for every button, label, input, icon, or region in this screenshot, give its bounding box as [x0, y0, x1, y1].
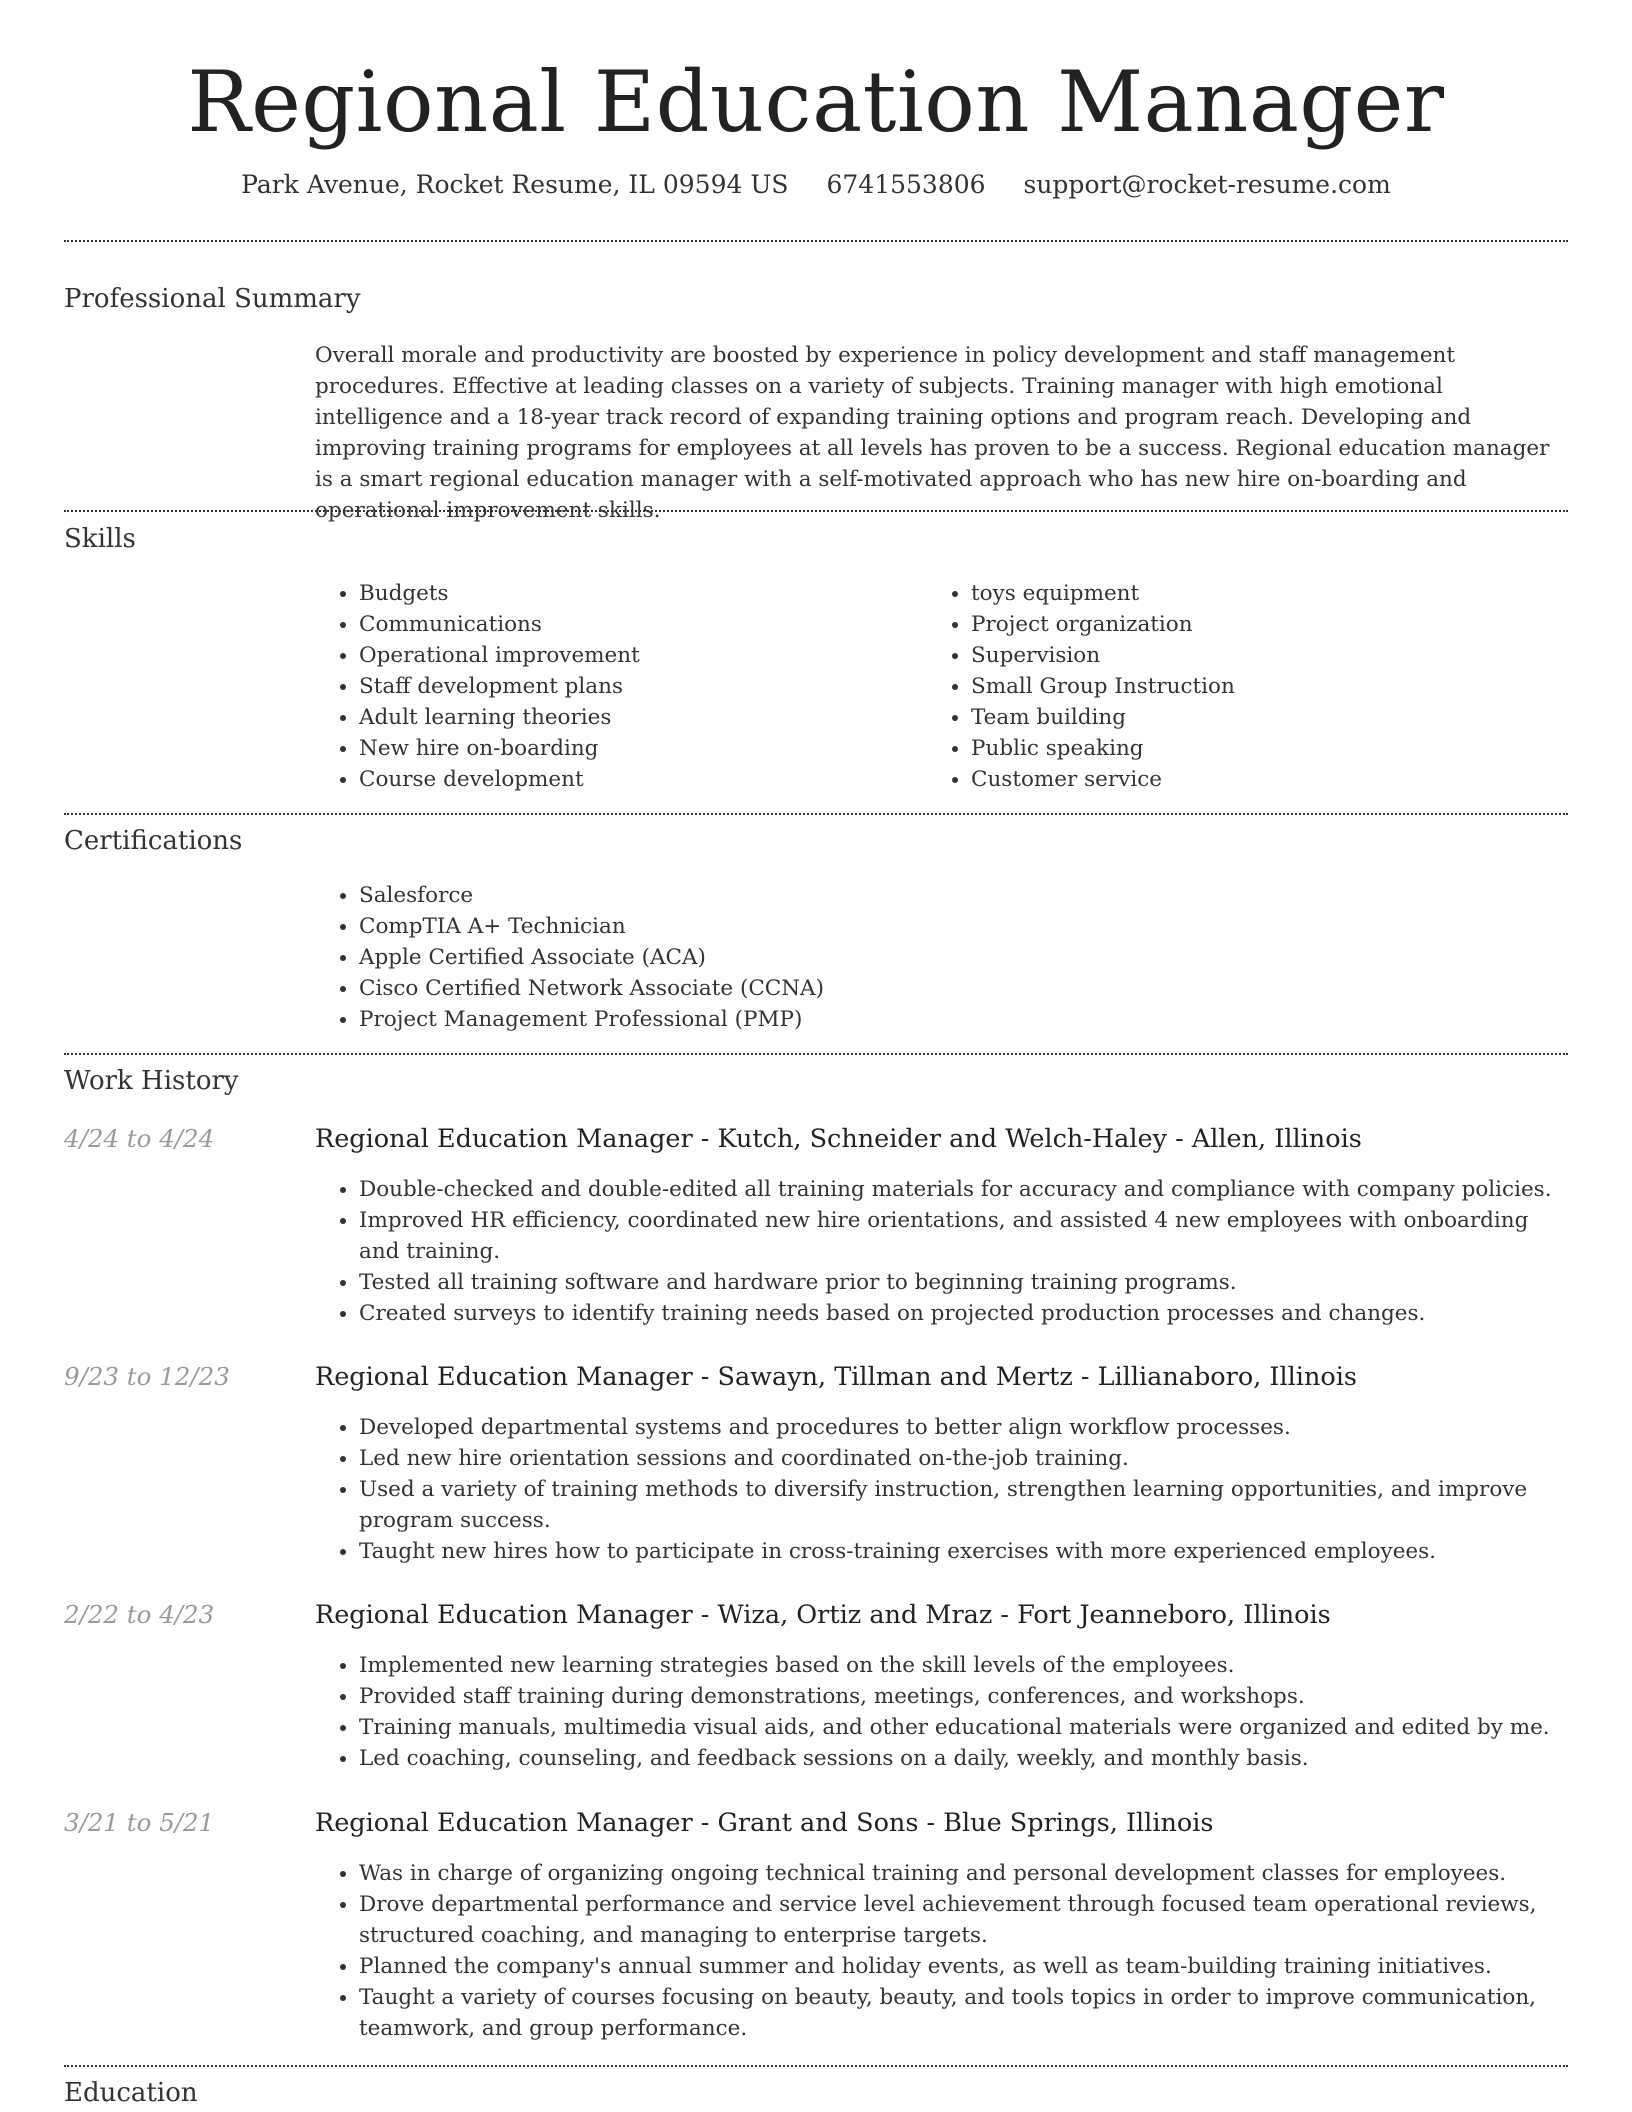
- skill-item: • Communications: [359, 609, 919, 640]
- skill-item: • Budgets: [359, 578, 919, 609]
- certifications-list: [315, 880, 1359, 1035]
- section-title-education: Education: [64, 2078, 198, 2108]
- section-title-certifications: Certifications: [64, 826, 243, 856]
- job-heading: Regional Education Manager - Grant and Sons - Blue Springs, Illinois: [315, 1808, 1214, 1838]
- job-bullet: • Planned the company's annual summer and holiday events, as well as team-building training initiatives.: [359, 1951, 1570, 1982]
- job-bullets: [315, 1174, 1570, 1329]
- skill-item: • toys equipment: [971, 578, 1571, 609]
- contact-email: support@rocket-resume.com: [1023, 170, 1391, 199]
- job-bullet: • Taught new hires how to participate in cross-training exercises with more experienced employees.: [359, 1536, 1570, 1567]
- skill-item: • Operational improvement: [359, 640, 919, 671]
- certification-item: • Salesforce: [359, 880, 1359, 911]
- job-bullet: • Taught a variety of courses focusing on beauty, beauty, and tools topics in order to improve communication, teamwork, and group performance.: [359, 1982, 1570, 2044]
- job-bullet: • Led new hire orientation sessions and coordinated on-the-job training.: [359, 1443, 1570, 1474]
- skill-item: • New hire on-boarding: [359, 733, 919, 764]
- skills-list-left: [315, 578, 919, 795]
- job-bullets: [315, 1858, 1570, 2044]
- contact-line: [0, 168, 1632, 202]
- job-bullets: [315, 1650, 1570, 1774]
- contact-phone: 6741553806: [826, 170, 986, 199]
- job-dates: 2/22 to 4/23: [64, 1600, 215, 1629]
- job-bullet: • Drove departmental performance and service level achievement through focused team operational reviews, structured coaching, and managing to enterprise targets.: [359, 1889, 1570, 1951]
- job-bullet: • Training manuals, multimedia visual aids, and other educational materials were organized and edited by me.: [359, 1712, 1570, 1743]
- job-bullet: • Double-checked and double-edited all training materials for accuracy and compliance with company policies.: [359, 1174, 1570, 1205]
- certification-item: • Cisco Certified Network Associate (CCNA): [359, 973, 1359, 1004]
- certification-item: • Apple Certified Associate (ACA): [359, 942, 1359, 973]
- job-bullet: • Developed departmental systems and procedures to better align workflow processes.: [359, 1412, 1570, 1443]
- job-bullets: [315, 1412, 1570, 1567]
- job-dates: 4/24 to 4/24: [64, 1124, 215, 1153]
- section-title-skills: Skills: [64, 524, 136, 554]
- job-bullet: • Created surveys to identify training needs based on projected production processes and changes.: [359, 1298, 1570, 1329]
- skill-item: • Adult learning theories: [359, 702, 919, 733]
- divider: [64, 2065, 1568, 2067]
- skill-item: • Public speaking: [971, 733, 1571, 764]
- divider: [64, 1053, 1568, 1055]
- contact-address: Park Avenue, Rocket Resume, IL 09594 US: [241, 170, 789, 199]
- job-bullet: • Improved HR efficiency, coordinated new hire orientations, and assisted 4 new employees with onboarding and training.: [359, 1205, 1570, 1267]
- divider: [64, 813, 1568, 815]
- job-heading: Regional Education Manager - Wiza, Ortiz and Mraz - Fort Jeanneboro, Illinois: [315, 1600, 1331, 1630]
- skill-item: • Supervision: [971, 640, 1571, 671]
- job-bullet: • Tested all training software and hardware prior to beginning training programs.: [359, 1267, 1570, 1298]
- job-dates: 3/21 to 5/21: [64, 1808, 215, 1837]
- job-bullet: • Was in charge of organizing ongoing technical training and personal development classes for employees.: [359, 1858, 1570, 1889]
- job-bullet: • Provided staff training during demonstrations, meetings, conferences, and workshops.: [359, 1681, 1570, 1712]
- divider: [64, 510, 1568, 512]
- summary-text: Overall morale and productivity are boosted by experience in policy development and staff management procedures. Effective at leading classes on a variety of subjects. Training manager with high emotional intelligence and a 18-year track record of expanding training options and program reach. Developing and improving training programs for employees at all levels has proven to be a success. Regional education manager is a smart regional education manager with a self-motivated approach who has new hire on-boarding and operational improvement skills.: [315, 343, 1550, 523]
- skill-item: • Small Group Instruction: [971, 671, 1571, 702]
- certification-item: • Project Management Professional (PMP): [359, 1004, 1359, 1035]
- skill-item: • Course development: [359, 764, 919, 795]
- skill-item: • Staff development plans: [359, 671, 919, 702]
- job-bullet: • Used a variety of training methods to diversify instruction, strengthen learning opportunities, and improve program success.: [359, 1474, 1570, 1536]
- job-heading: Regional Education Manager - Kutch, Schneider and Welch-Haley - Allen, Illinois: [315, 1124, 1362, 1154]
- candidate-name: Regional Education Manager: [187, 53, 1445, 151]
- job-bullet: • Led coaching, counseling, and feedback sessions on a daily, weekly, and monthly basis.: [359, 1743, 1570, 1774]
- section-title-summary: Professional Summary: [64, 284, 361, 314]
- job-heading: Regional Education Manager - Sawayn, Tillman and Mertz - Lillianaboro, Illinois: [315, 1362, 1357, 1392]
- skills-list-right: [927, 578, 1571, 795]
- skill-item: • Project organization: [971, 609, 1571, 640]
- job-bullet: • Implemented new learning strategies based on the skill levels of the employees.: [359, 1650, 1570, 1681]
- divider: [64, 240, 1568, 242]
- certification-item: • CompTIA A+ Technician: [359, 911, 1359, 942]
- skill-item: • Team building: [971, 702, 1571, 733]
- skill-item: • Customer service: [971, 764, 1571, 795]
- section-title-work-history: Work History: [64, 1066, 239, 1096]
- job-dates: 9/23 to 12/23: [64, 1362, 230, 1391]
